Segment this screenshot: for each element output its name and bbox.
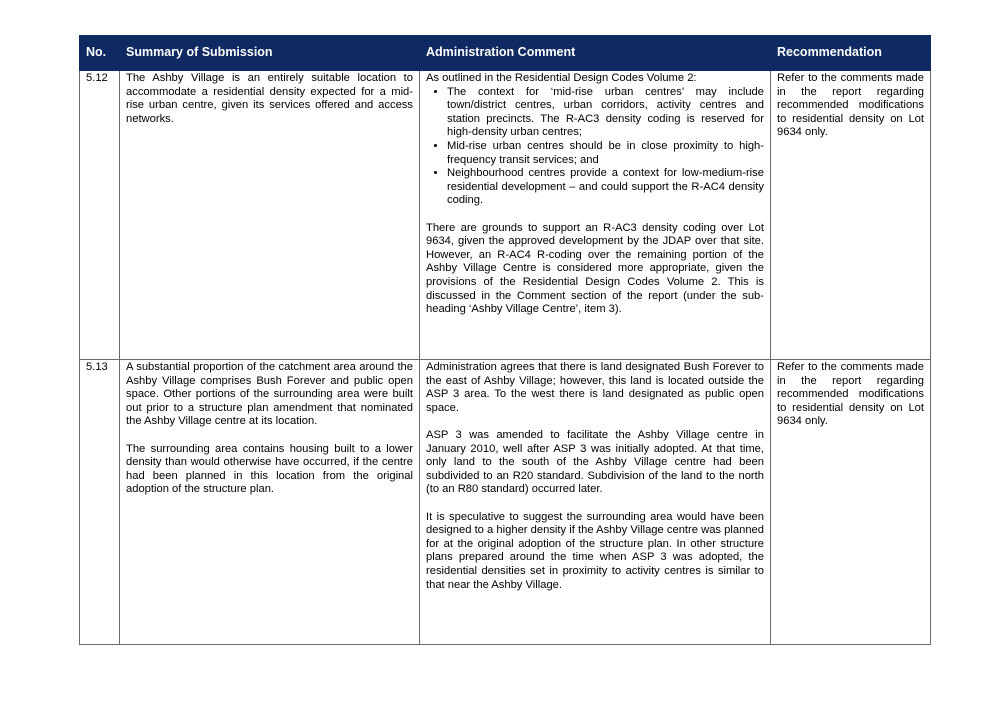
- summary-cell: [120, 360, 420, 645]
- recommendation-cell: Refer to the comments made in the report regarding recommended modifications to residential density on Lot 9634 only.: [771, 360, 931, 645]
- summary-paragraph: A substantial proportion of the catchment area around the Ashby Village comprises Bush Forever and public open space. Other portions of the surrounding area were built out prior to a structure plan amendment that nominated the Ashby Village centre at its location.: [126, 361, 413, 428]
- table-header-row: [80, 36, 931, 71]
- header-admin-comment: Administration Comment: [420, 36, 771, 71]
- admin-bullet: • Mid-rise urban centres should be in close proximity to high-frequency transit services; and: [447, 140, 764, 167]
- admin-intro: As outlined in the Residential Design Codes Volume 2:: [426, 72, 697, 84]
- admin-comment-cell: [420, 71, 771, 360]
- admin-paragraph: Administration agrees that there is land designated Bush Forever to the east of Ashby Village; however, this land is located outside the ASP 3 area. To the west there is land designated as public open space.: [426, 361, 764, 414]
- header-no: No.: [80, 36, 120, 71]
- header-recommendation: Recommendation: [771, 36, 931, 71]
- submissions-table: [79, 35, 931, 645]
- recommendation-cell: Refer to the comments made in the report regarding recommended modifications to residential density on Lot 9634 only.: [771, 71, 931, 360]
- header-summary: Summary of Submission: [120, 36, 420, 71]
- admin-paragraph: ASP 3 was amended to facilitate the Ashby Village centre in January 2010, well after ASP 3 was initially adopted. At that time, only land to the south of the Ashby Village centre had been subdivided to an R20 standard. Subdivision of the land to the north (to an R80 standard) occurred later.: [426, 428, 764, 496]
- admin-paragraph: It is speculative to suggest the surrounding area would have been designed to a higher density if the Ashby Village centre was planned for at the original adoption of the structure plan. In other structure plans prepared around the time when ASP 3 was adopted, the residential densities set in proximity to activity centres is similar to that near the Ashby Village.: [426, 510, 764, 591]
- admin-bullet: • The context for ‘mid-rise urban centres’ may include town/district centres, urban corridors, activity centres and station precincts. The R-AC3 density coding is reserved for high-density urban centres;: [447, 86, 764, 140]
- row-number: 5.13: [80, 360, 120, 645]
- admin-bullet-list: [426, 86, 764, 208]
- admin-comment-cell: [420, 360, 771, 645]
- admin-bullet: • Neighbourhood centres provide a context for low-medium-rise residential development – and could support the R-AC4 density coding.: [447, 167, 764, 208]
- summary-paragraph: The surrounding area contains housing built to a lower density than would otherwise have occurred, if the centre had been planned in this location from the original adoption of the structure plan.: [126, 442, 413, 496]
- table-row: [80, 71, 931, 360]
- table-row: [80, 360, 931, 645]
- admin-paragraph: There are grounds to support an R-AC3 density coding over Lot 9634, given the approved development by the JDAP over that site. However, an R-AC4 R-coding over the remaining portion of the Ashby Village Centre is considered more appropriate, given the provisions of the Residential Design Codes Volume 2. This is discussed in the Comment section of the report (under the sub-heading ‘Ashby Village Centre’, item 3).: [426, 221, 764, 316]
- summary-cell: [120, 71, 420, 360]
- row-number: 5.12: [80, 71, 120, 360]
- summary-paragraph: The Ashby Village is an entirely suitable location to accommodate a residential density expected for a mid-rise urban centre, given its services offered and access networks.: [126, 72, 413, 125]
